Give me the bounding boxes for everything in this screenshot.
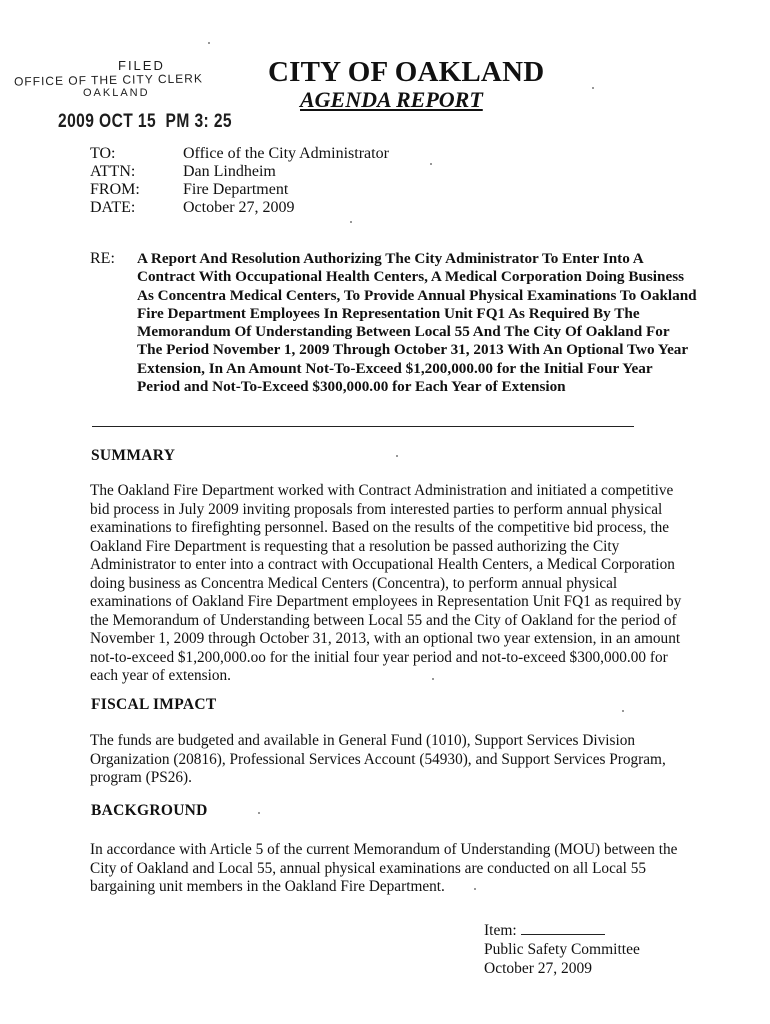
scan-speck [208,42,210,44]
summary-paragraph: The Oakland Fire Department worked with Contract Administration and initiated a competitive bid process in July 2009 inviting proposals from interested parties to perform annual physical examinations to firefighting personnel. Based on the results of the competitive bid process, the Oakland Fire Department is requesting that a resolution be passed authorizing the City Administrator to enter into a contract with Occupational Health Centers, a Medical Corporation doing business as Concentra Medical Centers (Concentra), to perform annual physical examinations of Oakland Fire Department employees in Representation Unit FQ1 as required by the Memorandum of Understanding between Local 55 and the City of Oakland for the period of November 1, 2009 through October 31, 2013, with an optional two year extension, in an amount not-to-exceed $1,200,000.oo for the initial four year period and not-to-exceed $300,000.00 for each year of extension. [90,482,682,684]
memo-date-label: DATE: [90,199,136,216]
re-label: RE: [90,250,115,267]
filed-stamp-city: OAKLAND [83,87,150,99]
fiscal-impact-heading: FISCAL IMPACT [91,696,217,713]
scan-speck [258,812,260,814]
memo-from-value: Fire Department [183,181,289,198]
memo-attn-value: Dan Lindheim [183,163,276,180]
re-subject: A Report And Resolution Authorizing The City Administrator To Enter Into A Contract With Occupational Health Centers, A Medical Corporation Doing Business As Concentra Medical Centers, To Provide Annual Physical Examinations To Oakland Fire Department Employees In Representation Unit FQ1 As Required By The Memorandum Of Understanding Between Local 55 And The City Of Oakland For The Period November 1, 2009 Through October 31, 2013 With An Optional Two Year Extension, In An Amount Not-To-Exceed $1,200,000.00 for the Initial Four Year Period and Not-To-Exceed $300,000.00 for Each Year of Extension [137,250,697,396]
background-heading: BACKGROUND [91,802,208,819]
page-title: CITY OF OAKLAND [268,56,545,88]
footer-item-line [484,920,640,940]
memo-to-label: TO: [90,145,116,162]
footer-committee: Public Safety Committee [484,941,640,958]
filed-stamp-datetime: 2009 OCT 15 PM 3: 25 [58,111,233,132]
fiscal-impact-paragraph: The funds are budgeted and available in General Fund (1010), Support Services Division Organization (20816), Professional Services Account (54930), and Support Services Program, program (PS26). [90,732,666,786]
footer-date: October 27, 2009 [484,960,593,977]
section-divider [92,426,634,427]
footer-item-label: Item: [484,922,517,939]
scan-speck [432,678,434,680]
memo-date-value: October 27, 2009 [183,199,295,216]
summary-heading: SUMMARY [91,447,176,464]
scan-speck [430,163,432,165]
scan-speck [350,221,352,223]
memo-from-label: FROM: [90,181,140,198]
page-subtitle: AGENDA REPORT [300,87,483,112]
scan-speck [622,710,624,712]
memo-header [90,145,490,225]
filed-stamp-office: OFFICE OF THE CITY CLERK [13,71,204,89]
item-number-blank [521,920,605,935]
background-paragraph: In accordance with Article 5 of the current Memorandum of Understanding (MOU) between the City of Oakland and Local 55, annual physical examinations are conducted on all Local 55 bargaining unit members in the Oakland Fire Department. [90,841,678,895]
scan-speck [474,888,476,890]
scan-speck [592,87,594,89]
scan-speck [396,455,398,457]
footer-item-block [484,920,640,978]
memo-attn-label: ATTN: [90,163,136,180]
memo-to-value: Office of the City Administrator [183,145,389,162]
filed-stamp-filed: FILED [118,58,165,73]
